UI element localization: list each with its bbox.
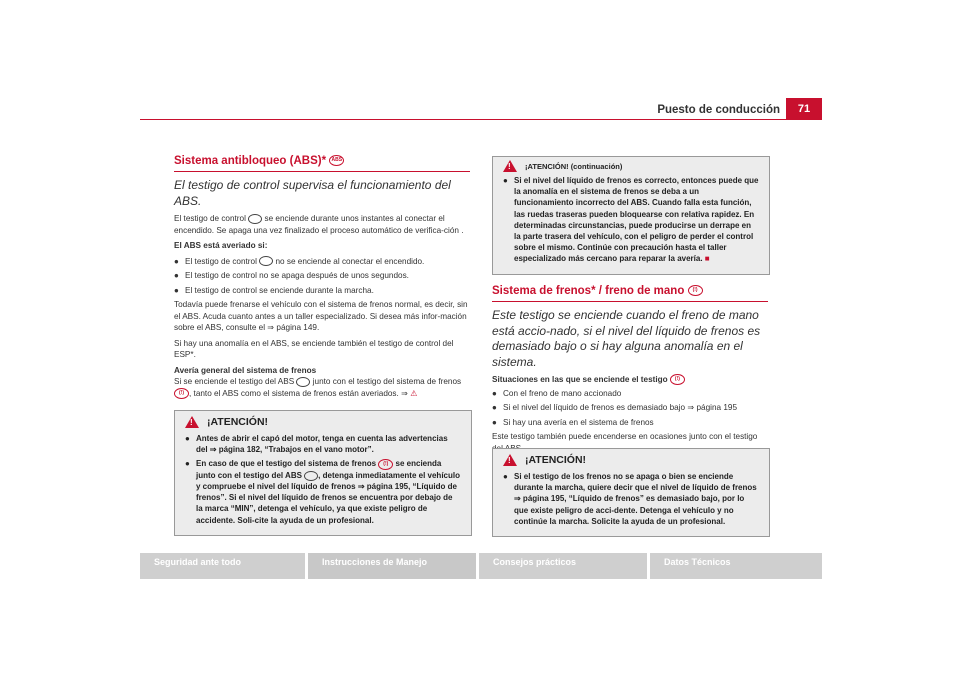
abs-paragraph-3: Si hay una anomalía en el ABS, se enciende también el testigo de control del ESP*. — [174, 338, 454, 359]
list-item: ● El testigo de control no se enciende al conectar el encendido. — [174, 256, 425, 266]
abs-lamp-icon — [304, 471, 318, 481]
warning-header: ! ¡ATENCIÓN! — [493, 449, 769, 471]
right-warning-continued-box — [492, 156, 770, 275]
list-item: ● Si hay una avería en el sistema de frenos — [492, 417, 654, 427]
abs-warning-icon: ABS — [329, 155, 344, 166]
abs-paragraph-1: El testigo de control se enciende durante unos instantes al conectar el encendido. Se apaga una vez finalizado el proceso automático de verifica-ción . — [174, 214, 464, 235]
brake-lead: Este testigo se enciende cuando el freno de mano está accio-nado, si el nivel del líquido de frenos es demasiado bajo o si hay alguna anomalía en el sistema. — [492, 308, 761, 369]
abs-lead: El testigo de control supervisa el funcionamiento del ABS. — [174, 178, 451, 208]
abs-paragraph-2: Todavía puede frenarse el vehículo con el sistema de frenos normal, es decir, sin el ABS. Acuda cuanto antes a un taller especializado. Si desea más infor-mación sobre el ABS, consulte el ⇒ página 149. — [174, 300, 468, 332]
end-marker-icon: ■ — [704, 254, 710, 264]
right-warning-box — [492, 448, 770, 537]
list-item: ● El testigo de control se enciende durante la marcha. — [174, 285, 374, 295]
list-item: ● El testigo de control no se apaga después de unos segundos. — [174, 271, 409, 280]
list-item: ● Si el nivel del líquido de frenos es demasiado bajo ⇒ página 195 — [492, 403, 737, 412]
list-item: ● Con el freno de mano accionado — [492, 388, 622, 398]
brake-warning-icon: (!) — [688, 285, 703, 296]
page-number: 71 — [786, 98, 822, 120]
abs-paragraph-4: Si se enciende el testigo del ABS junto con el testigo del sistema de frenos (!) , tanto el ABS como el sistema de frenos están averiados. ⇒ ⚠ — [174, 377, 462, 398]
footer-tab-safety[interactable]: Seguridad ante todo — [140, 553, 305, 579]
brake-warning-icon: (!) — [174, 388, 189, 399]
list-item: ● Antes de abrir el capó del motor, tenga en cuenta las advertencias del ⇒ página 182, “Trabajos en el vano motor”. — [185, 434, 448, 455]
warning-triangle-icon: ⚠ — [410, 388, 418, 398]
list-item: ● En caso de que el testigo del sistema de frenos (!) se encienda junto con el testigo del ABS , detenga inmediatamente el vehículo y compruebe el nivel del líquido de frenos ⇒ página 195, “Líquido de frenos”. Si el nivel del líquido de frenos se encuentra por debajo de la marca “MIN”, detenga el vehículo, ya que existe peligro de accidente. Soli-cite la ayuda de un profesional. — [185, 459, 460, 525]
brake-section-heading: Sistema de frenos* / freno de mano (!) — [492, 284, 768, 302]
warning-continued-header: ! ¡ATENCIÓN! (continuación) — [493, 157, 769, 175]
warning-triangle-icon — [503, 454, 517, 466]
brake-paragraph-1: Este testigo también puede encenderse en ocasiones junto con el testigo — [492, 432, 758, 441]
warning-header: ! ¡ATENCIÓN! — [175, 411, 471, 433]
footer-tab-instructions[interactable]: Instrucciones de Manejo — [308, 553, 476, 579]
header-divider — [140, 119, 822, 120]
left-column — [174, 154, 470, 403]
brake-warning-icon: (!) — [670, 374, 685, 385]
abs-lamp-icon — [248, 214, 262, 224]
footer-tab-tips[interactable]: Consejos prácticos — [479, 553, 647, 579]
left-warning-box — [174, 410, 472, 536]
footer-tab-technical[interactable]: Datos Técnicos — [650, 553, 822, 579]
list-item: ● Si el nivel del líquido de frenos es correcto, entonces puede que la anomalía en el sistema de frenos se deba a un funcionamiento incorrecto del ABS. Cuando falla esta función, las ruedas traseras pueden bloquearse con relativa rapidez. En determinadas circunstancias, puede producirse un derrape en la parte trasera del vehículo, con el peligro de perder el control sobre el mismo. Continúe con precaución hasta el taller especializado más cercano para reparar la avería. ■ — [503, 176, 759, 264]
abs-fault-title: El ABS está averiado si: — [174, 241, 268, 250]
abs-section-heading: Sistema antibloqueo (ABS)* ABS — [174, 154, 470, 172]
brake-fault-title: Avería general del sistema de frenos — [174, 365, 317, 375]
abs-lamp-icon — [296, 377, 310, 387]
warning-triangle-icon — [185, 416, 199, 428]
right-column — [492, 284, 768, 458]
warning-triangle-icon — [503, 160, 517, 172]
brake-warning-icon: (!) — [378, 459, 393, 470]
abs-lamp-icon — [259, 256, 273, 266]
page-header-title: Puesto de conducción — [657, 104, 780, 116]
situations-title: Situaciones en las que se enciende el testigo (!) — [492, 374, 768, 386]
list-item: ● Si el testigo de los frenos no se apaga o bien se enciende durante la marcha, quiere decir que el nivel de líquido de frenos ⇒ página 195, “Líquido de frenos” es demasiado bajo, por lo que existe peligro de acci-dente. Detenga el vehículo y no continúe la marcha. Solicite la ayuda de un profesional. — [503, 472, 757, 526]
